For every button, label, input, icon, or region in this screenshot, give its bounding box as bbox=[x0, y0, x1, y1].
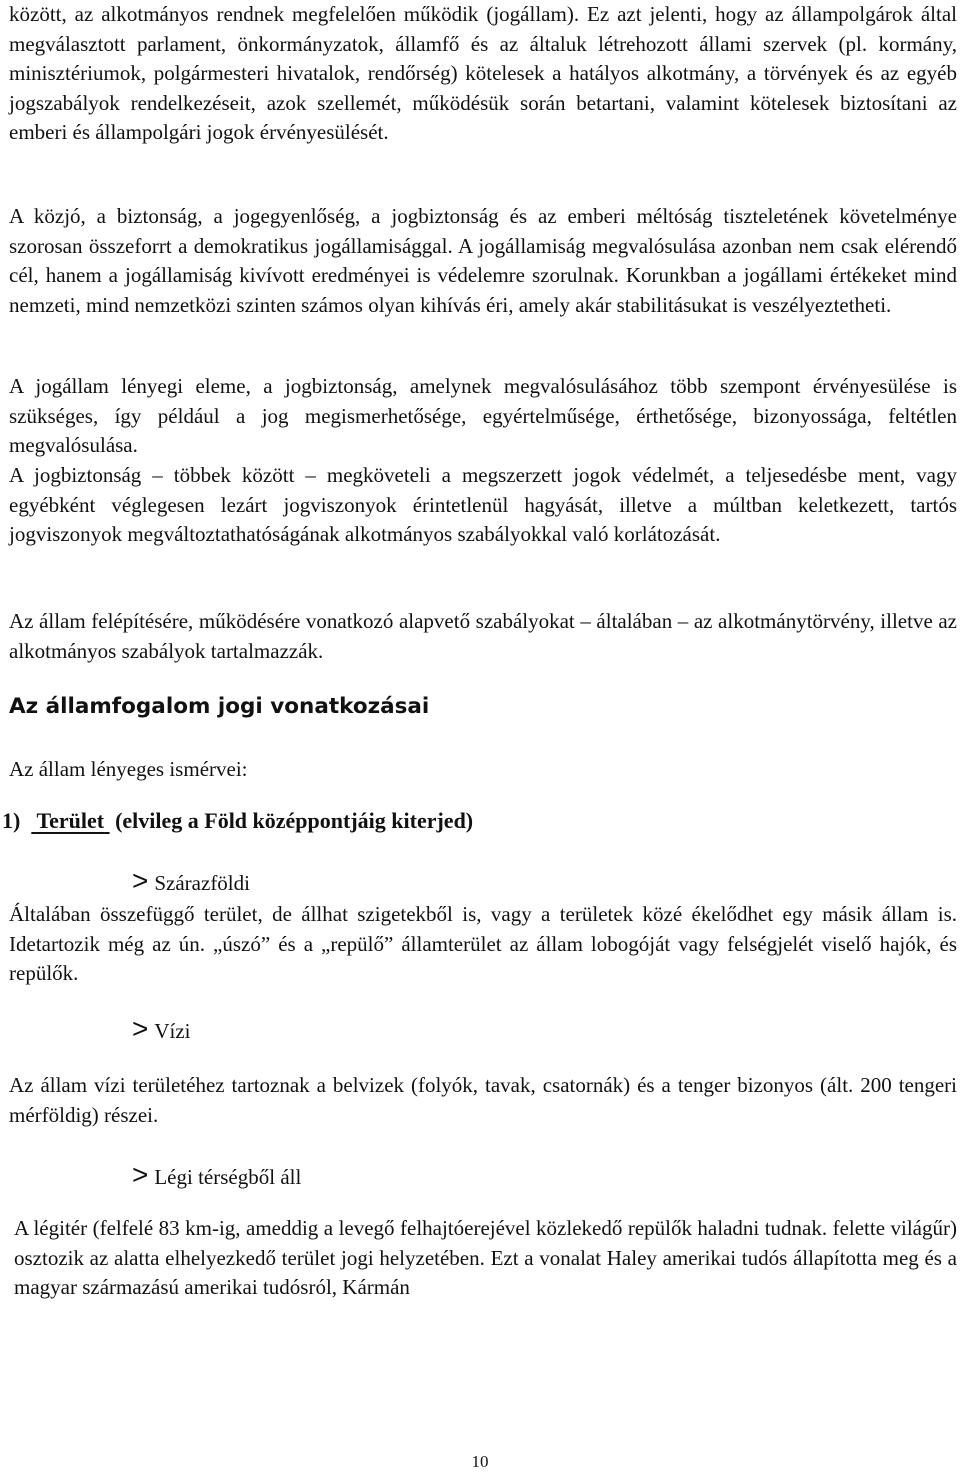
section-number: 1) bbox=[2, 808, 21, 833]
paragraph-constitution: Az állam felépítésére, működésére vonatkozó alapvető szabályokat – általában – az alkotmánytörvény, illetve az alkotmányos szabályok tartalmazzák. bbox=[9, 609, 957, 663]
paragraph-legal-certainty: A jogállam lényegi eleme, a jogbiztonság, amelynek megvalósulásához több szempont érvényesülése is szükséges, így például a jog megismerhetősége, egyértelműsége, érthetősége, bizonyossága, feltétlen megvalósulása. bbox=[9, 374, 957, 457]
intro-line: Az állam lényeges ismérvei: bbox=[9, 757, 248, 781]
paragraph-water: Az állam vízi területéhez tartoznak a belvizek (folyók, tavak, csatornák) és a tenger bizonyos (ált. 200 tengeri mérföldig) részei. bbox=[9, 1073, 957, 1127]
subsection-land bbox=[132, 865, 250, 899]
arrow-marker-icon: > bbox=[132, 1013, 149, 1044]
paragraph-rule-of-law: között, az alkotmányos rendnek megfelelően működik (jogállam). Ez azt jelenti, hogy az állampolgárok által megválasztott parlament, önkormányzatok, államfő és az általuk létrehozott állami szervek (pl. kormány, minisztériumok, polgármesteri hivatalok, rendőrség) kötelesek a hatályos alkotmány, a törvények és az egyéb jogszabályok rendelkezéseit, azok szellemét, működésük során betartani, valamint kötelesek biztosítani az emberi és állampolgári jogok érvényesülését. bbox=[9, 2, 957, 144]
section-note: (elvileg a Föld középpontjáig kiterjed) bbox=[115, 808, 474, 833]
subsection-air bbox=[132, 1159, 301, 1193]
arrow-marker-icon: > bbox=[132, 865, 149, 896]
subsection-label: Vízi bbox=[154, 1019, 191, 1043]
subsection-water bbox=[132, 1013, 191, 1047]
paragraph-land: Általában összefüggő terület, de állhat szigetekből is, vagy a területek közé ékelődhet egy másik állam is. Idetartozik még az ún. „úszó” és a „repülő” államterület az állam lobogóját vagy felségjelét viselő hajók, és repülők. bbox=[9, 902, 957, 985]
section-title-underlined: Terület bbox=[36, 808, 105, 833]
subsection-label: Szárazföldi bbox=[154, 871, 250, 895]
section-title-territory bbox=[2, 805, 473, 837]
paragraph-acquired-rights: A jogbiztonság – többek között – megköveteli a megszerzett jogok védelmét, a teljesedésbe ment, vagy egyébként véglegesen lezárt jogviszonyok érintetlenül hagyását, illetve a múltban keletkezett, tartós jogviszonyok megváltoztathatóságának alkotmányos szabályokkal való korlátozását. bbox=[9, 463, 957, 546]
arrow-marker-icon: > bbox=[132, 1159, 149, 1190]
subsection-label: Légi térségből áll bbox=[154, 1165, 302, 1189]
paragraph-public-good: A közjó, a biztonság, a jogegyenlőség, a jogbiztonság és az emberi méltóság tiszteletének követelménye szorosan összeforrt a demokratikus jogállamisággal. A jogállamiság megvalósulása azonban nem csak elérendő cél, hanem a jogállamiság kivívott eredményei is védelemre szorulnak. Korunkban a jogállami értékeket mind nemzeti, mind nemzetközi szinten számos olyan kihívás éri, amely akár stabilitásukat is veszélyeztetheti. bbox=[9, 204, 957, 317]
page-number: 10 bbox=[471, 1452, 489, 1471]
section-heading: Az államfogalom jogi vonatkozásai bbox=[9, 694, 430, 719]
paragraph-air: A légitér (felfelé 83 km-ig, ameddig a levegő felhajtóerejével közlekedő repülők haladni tudnak. felette világűr) osztozik az alatta elhelyezkedő terület jogi helyzetében. Ezt a vonalat Haley amerikai tudós állapította meg és a magyar származású amerikai tudósról, Kármán bbox=[14, 1216, 957, 1299]
